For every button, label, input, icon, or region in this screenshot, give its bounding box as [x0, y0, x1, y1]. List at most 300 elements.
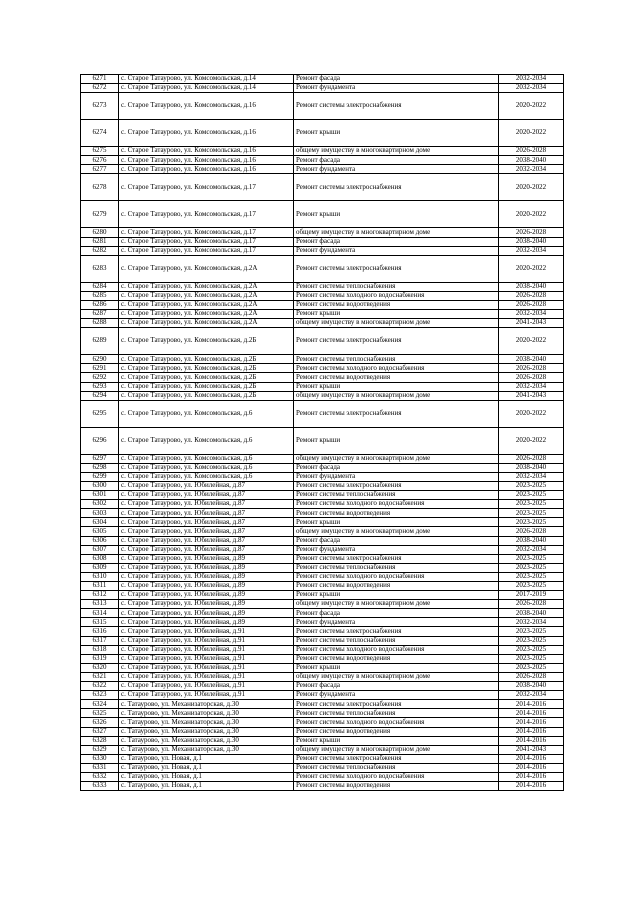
period-cell: 2038-2040 — [499, 355, 564, 364]
work-type-cell: Ремонт системы электроснабжения — [294, 400, 499, 427]
work-type-cell: Ремонт фундамента — [294, 246, 499, 255]
work-type-cell: Ремонт крыши — [294, 736, 499, 745]
period-cell: 2017-2019 — [499, 591, 564, 600]
period-cell: 2041-2043 — [499, 391, 564, 400]
period-cell: 2023-2025 — [499, 572, 564, 581]
period-cell: 2038-2040 — [499, 682, 564, 691]
row-number-cell: 6297 — [81, 454, 119, 463]
address-cell: с. Старое Татаурово, ул. Юбилейная, д.87 — [119, 536, 294, 545]
address-cell: с. Старое Татаурово, ул. Комсомольская, д.16 — [119, 156, 294, 165]
table-row — [81, 563, 564, 572]
work-type-cell: Ремонт фундамента — [294, 545, 499, 554]
address-cell: с. Старое Татаурово, ул. Комсомольская, д.16 — [119, 120, 294, 147]
period-cell: 2038-2040 — [499, 282, 564, 291]
address-cell: с. Старое Татаурово, ул. Юбилейная, д.89 — [119, 563, 294, 572]
address-cell: с. Старое Татаурово, ул. Юбилейная, д.91 — [119, 672, 294, 681]
period-cell: 2038-2040 — [499, 156, 564, 165]
table-row — [81, 700, 564, 709]
address-cell: с. Старое Татаурово, ул. Юбилейная, д.91 — [119, 691, 294, 700]
table-row — [81, 427, 564, 454]
period-cell: 2020-2022 — [499, 328, 564, 355]
table-row — [81, 400, 564, 427]
address-cell: с. Татаурово, ул. Новая, д.1 — [119, 782, 294, 791]
period-cell: 2032-2034 — [499, 165, 564, 174]
period-cell: 2014-2016 — [499, 709, 564, 718]
period-cell: 2032-2034 — [499, 618, 564, 627]
period-cell: 2026-2028 — [499, 364, 564, 373]
work-type-cell: Ремонт системы электроснабжения — [294, 255, 499, 282]
work-type-cell: Ремонт фасада — [294, 463, 499, 472]
table-row — [81, 472, 564, 481]
address-cell: с. Татаурово, ул. Новая, д.1 — [119, 772, 294, 781]
row-number-cell: 6274 — [81, 120, 119, 147]
table-row — [81, 237, 564, 246]
work-type-cell: Ремонт системы водоотведения — [294, 782, 499, 791]
table-row — [81, 527, 564, 536]
row-number-cell: 6289 — [81, 328, 119, 355]
address-cell: с. Старое Татаурово, ул. Юбилейная, д.89 — [119, 572, 294, 581]
period-cell: 2023-2025 — [499, 481, 564, 490]
row-number-cell: 6311 — [81, 582, 119, 591]
work-type-cell: Ремонт системы водоотведения — [294, 582, 499, 591]
table-row — [81, 682, 564, 691]
period-cell: 2014-2016 — [499, 700, 564, 709]
work-type-cell: Ремонт системы электроснабжения — [294, 174, 499, 201]
work-type-cell: Ремонт системы теплоснабжения — [294, 709, 499, 718]
address-cell: с. Старое Татаурово, ул. Комсомольская, д.2Б — [119, 364, 294, 373]
row-number-cell: 6283 — [81, 255, 119, 282]
work-type-cell: Ремонт системы водоотведения — [294, 373, 499, 382]
work-type-cell: Ремонт фасада — [294, 156, 499, 165]
work-type-cell: Ремонт фундамента — [294, 165, 499, 174]
period-cell: 2014-2016 — [499, 772, 564, 781]
period-cell: 2032-2034 — [499, 75, 564, 84]
row-number-cell: 6284 — [81, 282, 119, 291]
period-cell: 2032-2034 — [499, 382, 564, 391]
work-type-cell: Ремонт системы холодного водоснабжения — [294, 572, 499, 581]
row-number-cell: 6295 — [81, 400, 119, 427]
row-number-cell: 6315 — [81, 618, 119, 627]
address-cell: с. Старое Татаурово, ул. Юбилейная, д.87 — [119, 491, 294, 500]
table-row — [81, 772, 564, 781]
row-number-cell: 6324 — [81, 700, 119, 709]
table-row — [81, 672, 564, 681]
period-cell: 2023-2025 — [499, 491, 564, 500]
table-row — [81, 745, 564, 754]
address-cell: с. Старое Татаурово, ул. Комсомольская, д.2Б — [119, 328, 294, 355]
work-type-cell: Ремонт системы теплоснабжения — [294, 563, 499, 572]
row-number-cell: 6331 — [81, 763, 119, 772]
table-row — [81, 282, 564, 291]
address-cell: с. Старое Татаурово, ул. Юбилейная, д.89 — [119, 582, 294, 591]
work-type-cell: Ремонт системы теплоснабжения — [294, 763, 499, 772]
row-number-cell: 6290 — [81, 355, 119, 364]
table-row — [81, 382, 564, 391]
work-type-cell: Ремонт системы водоотведения — [294, 509, 499, 518]
period-cell: 2023-2025 — [499, 627, 564, 636]
address-cell: с. Старое Татаурово, ул. Юбилейная, д.89 — [119, 591, 294, 600]
period-cell: 2023-2025 — [499, 582, 564, 591]
row-number-cell: 6282 — [81, 246, 119, 255]
row-number-cell: 6281 — [81, 237, 119, 246]
table-row — [81, 609, 564, 618]
table-row — [81, 754, 564, 763]
table-row — [81, 554, 564, 563]
work-type-cell: Ремонт системы холодного водоснабжения — [294, 364, 499, 373]
period-cell: 2038-2040 — [499, 609, 564, 618]
period-cell: 2014-2016 — [499, 718, 564, 727]
row-number-cell: 6309 — [81, 563, 119, 572]
row-number-cell: 6299 — [81, 472, 119, 481]
address-cell: с. Старое Татаурово, ул. Комсомольская, д.14 — [119, 75, 294, 84]
period-cell: 2014-2016 — [499, 782, 564, 791]
period-cell: 2023-2025 — [499, 645, 564, 654]
address-cell: с. Старое Татаурово, ул. Комсомольская, д.2А — [119, 291, 294, 300]
work-type-cell: общему имуществу в многоквартирном доме — [294, 672, 499, 681]
work-type-cell: общему имуществу в многоквартирном доме — [294, 745, 499, 754]
row-number-cell: 6319 — [81, 654, 119, 663]
row-number-cell: 6329 — [81, 745, 119, 754]
address-cell: с. Старое Татаурово, ул. Комсомольская, д.17 — [119, 246, 294, 255]
work-type-cell: Ремонт системы теплоснабжения — [294, 282, 499, 291]
work-type-cell: Ремонт системы электроснабжения — [294, 554, 499, 563]
row-number-cell: 6327 — [81, 727, 119, 736]
work-type-cell: Ремонт системы электроснабжения — [294, 754, 499, 763]
row-number-cell: 6328 — [81, 736, 119, 745]
address-cell: с. Татаурово, ул. Механизаторская, д.30 — [119, 745, 294, 754]
table-row — [81, 156, 564, 165]
table-row — [81, 201, 564, 228]
work-type-cell: Ремонт системы электроснабжения — [294, 700, 499, 709]
work-type-cell: Ремонт системы холодного водоснабжения — [294, 291, 499, 300]
table-row — [81, 645, 564, 654]
work-type-cell: Ремонт системы холодного водоснабжения — [294, 500, 499, 509]
period-cell: 2026-2028 — [499, 300, 564, 309]
period-cell: 2023-2025 — [499, 500, 564, 509]
work-type-cell: Ремонт фундамента — [294, 84, 499, 93]
period-cell: 2038-2040 — [499, 237, 564, 246]
period-cell: 2026-2028 — [499, 373, 564, 382]
work-type-cell: Ремонт крыши — [294, 591, 499, 600]
period-cell: 2023-2025 — [499, 518, 564, 527]
table-row — [81, 618, 564, 627]
row-number-cell: 6293 — [81, 382, 119, 391]
period-cell: 2026-2028 — [499, 147, 564, 156]
address-cell: с. Старое Татаурово, ул. Комсомольская, д.6 — [119, 454, 294, 463]
row-number-cell: 6286 — [81, 300, 119, 309]
row-number-cell: 6285 — [81, 291, 119, 300]
work-type-cell: Ремонт фундамента — [294, 618, 499, 627]
table-row — [81, 147, 564, 156]
address-cell: с. Старое Татаурово, ул. Комсомольская, д.16 — [119, 165, 294, 174]
period-cell: 2026-2028 — [499, 454, 564, 463]
table-row — [81, 736, 564, 745]
row-number-cell: 6326 — [81, 718, 119, 727]
address-cell: с. Старое Татаурово, ул. Комсомольская, д.2А — [119, 282, 294, 291]
address-cell: с. Татаурово, ул. Новая, д.1 — [119, 763, 294, 772]
address-cell: с. Старое Татаурово, ул. Комсомольская, д.2А — [119, 319, 294, 328]
table-row — [81, 627, 564, 636]
address-cell: с. Старое Татаурово, ул. Комсомольская, д.17 — [119, 174, 294, 201]
row-number-cell: 6272 — [81, 84, 119, 93]
address-cell: с. Старое Татаурово, ул. Комсомольская, д.16 — [119, 93, 294, 120]
period-cell: 2023-2025 — [499, 654, 564, 663]
row-number-cell: 6305 — [81, 527, 119, 536]
row-number-cell: 6298 — [81, 463, 119, 472]
address-cell: с. Старое Татаурово, ул. Юбилейная, д.89 — [119, 609, 294, 618]
row-number-cell: 6294 — [81, 391, 119, 400]
period-cell: 2020-2022 — [499, 93, 564, 120]
table-row — [81, 500, 564, 509]
document-page — [80, 74, 563, 791]
table-row — [81, 600, 564, 609]
row-number-cell: 6317 — [81, 636, 119, 645]
work-type-cell: Ремонт системы электроснабжения — [294, 627, 499, 636]
row-number-cell: 6322 — [81, 682, 119, 691]
row-number-cell: 6321 — [81, 672, 119, 681]
row-number-cell: 6332 — [81, 772, 119, 781]
table-row — [81, 319, 564, 328]
period-cell: 2023-2025 — [499, 509, 564, 518]
work-type-cell: Ремонт фасада — [294, 237, 499, 246]
table-row — [81, 481, 564, 490]
work-type-cell: Ремонт фасада — [294, 75, 499, 84]
period-cell: 2038-2040 — [499, 536, 564, 545]
address-cell: с. Старое Татаурово, ул. Юбилейная, д.87 — [119, 481, 294, 490]
row-number-cell: 6314 — [81, 609, 119, 618]
address-cell: с. Старое Татаурово, ул. Юбилейная, д.87 — [119, 518, 294, 527]
row-number-cell: 6291 — [81, 364, 119, 373]
address-cell: с. Старое Татаурово, ул. Комсомольская, д.2А — [119, 255, 294, 282]
work-type-cell: Ремонт системы водоотведения — [294, 654, 499, 663]
work-type-cell: Ремонт системы электроснабжения — [294, 93, 499, 120]
period-cell: 2032-2034 — [499, 691, 564, 700]
period-cell: 2032-2034 — [499, 84, 564, 93]
period-cell: 2023-2025 — [499, 563, 564, 572]
address-cell: с. Старое Татаурово, ул. Юбилейная, д.87 — [119, 509, 294, 518]
table-row — [81, 463, 564, 472]
period-cell: 2020-2022 — [499, 427, 564, 454]
period-cell: 2026-2028 — [499, 600, 564, 609]
table-row — [81, 373, 564, 382]
period-cell: 2026-2028 — [499, 527, 564, 536]
table-row — [81, 165, 564, 174]
work-type-cell: Ремонт системы холодного водоснабжения — [294, 772, 499, 781]
work-type-cell: Ремонт системы холодного водоснабжения — [294, 718, 499, 727]
row-number-cell: 6273 — [81, 93, 119, 120]
address-cell: с. Старое Татаурово, ул. Комсомольская, д.17 — [119, 228, 294, 237]
row-number-cell: 6271 — [81, 75, 119, 84]
table-row — [81, 246, 564, 255]
table-row — [81, 518, 564, 527]
address-cell: с. Старое Татаурово, ул. Юбилейная, д.87 — [119, 545, 294, 554]
period-cell: 2032-2034 — [499, 472, 564, 481]
period-cell: 2014-2016 — [499, 754, 564, 763]
row-number-cell: 6296 — [81, 427, 119, 454]
period-cell: 2014-2016 — [499, 736, 564, 745]
table-row — [81, 120, 564, 147]
address-cell: с. Старое Татаурово, ул. Комсомольская, д.6 — [119, 400, 294, 427]
table-row — [81, 782, 564, 791]
period-cell: 2023-2025 — [499, 554, 564, 563]
table-row — [81, 572, 564, 581]
row-number-cell: 6325 — [81, 709, 119, 718]
work-type-cell: общему имуществу в многоквартирном доме — [294, 600, 499, 609]
period-cell: 2020-2022 — [499, 120, 564, 147]
row-number-cell: 6304 — [81, 518, 119, 527]
address-cell: с. Старое Татаурово, ул. Комсомольская, д.17 — [119, 201, 294, 228]
table-row — [81, 300, 564, 309]
row-number-cell: 6316 — [81, 627, 119, 636]
period-cell: 2014-2016 — [499, 727, 564, 736]
table-row — [81, 491, 564, 500]
table-row — [81, 291, 564, 300]
work-type-cell: общему имуществу в многоквартирном доме — [294, 228, 499, 237]
table-row — [81, 75, 564, 84]
row-number-cell: 6279 — [81, 201, 119, 228]
work-type-cell: Ремонт крыши — [294, 427, 499, 454]
row-number-cell: 6275 — [81, 147, 119, 156]
work-type-cell: Ремонт фасада — [294, 609, 499, 618]
row-number-cell: 6288 — [81, 319, 119, 328]
period-cell: 2032-2034 — [499, 246, 564, 255]
table-row — [81, 763, 564, 772]
address-cell: с. Старое Татаурово, ул. Комсомольская, д.6 — [119, 463, 294, 472]
address-cell: с. Старое Татаурово, ул. Комсомольская, д.14 — [119, 84, 294, 93]
address-cell: с. Татаурово, ул. Механизаторская, д.30 — [119, 727, 294, 736]
period-cell: 2032-2034 — [499, 545, 564, 554]
row-number-cell: 6306 — [81, 536, 119, 545]
address-cell: с. Старое Татаурово, ул. Юбилейная, д.87 — [119, 527, 294, 536]
table-row — [81, 663, 564, 672]
address-cell: с. Старое Татаурово, ул. Комсомольская, д.2Б — [119, 391, 294, 400]
address-cell: с. Старое Татаурово, ул. Юбилейная, д.91 — [119, 682, 294, 691]
address-cell: с. Татаурово, ул. Механизаторская, д.30 — [119, 709, 294, 718]
period-cell: 2023-2025 — [499, 663, 564, 672]
address-cell: с. Татаурово, ул. Механизаторская, д.30 — [119, 736, 294, 745]
work-type-cell: Ремонт фундамента — [294, 472, 499, 481]
row-number-cell: 6278 — [81, 174, 119, 201]
row-number-cell: 6310 — [81, 572, 119, 581]
row-number-cell: 6292 — [81, 373, 119, 382]
table-row — [81, 727, 564, 736]
table-row — [81, 174, 564, 201]
address-cell: с. Старое Татаурово, ул. Комсомольская, д.6 — [119, 472, 294, 481]
work-type-cell: Ремонт системы водоотведения — [294, 300, 499, 309]
table-body — [81, 75, 564, 791]
period-cell: 2014-2016 — [499, 763, 564, 772]
address-cell: с. Старое Татаурово, ул. Юбилейная, д.87 — [119, 500, 294, 509]
row-number-cell: 6313 — [81, 600, 119, 609]
table-row — [81, 654, 564, 663]
row-number-cell: 6302 — [81, 500, 119, 509]
work-type-cell: Ремонт крыши — [294, 382, 499, 391]
address-cell: с. Старое Татаурово, ул. Юбилейная, д.89 — [119, 600, 294, 609]
period-cell: 2041-2043 — [499, 319, 564, 328]
table-row — [81, 718, 564, 727]
table-row — [81, 582, 564, 591]
address-cell: с. Старое Татаурово, ул. Юбилейная, д.89 — [119, 618, 294, 627]
row-number-cell: 6307 — [81, 545, 119, 554]
period-cell: 2023-2025 — [499, 636, 564, 645]
period-cell: 2026-2028 — [499, 228, 564, 237]
period-cell: 2026-2028 — [499, 291, 564, 300]
work-type-cell: Ремонт системы водоотведения — [294, 727, 499, 736]
table-row — [81, 454, 564, 463]
table-row — [81, 545, 564, 554]
work-type-cell: Ремонт крыши — [294, 310, 499, 319]
row-number-cell: 6323 — [81, 691, 119, 700]
address-cell: с. Старое Татаурово, ул. Юбилейная, д.91 — [119, 663, 294, 672]
work-type-cell: Ремонт системы теплоснабжения — [294, 491, 499, 500]
work-type-cell: Ремонт крыши — [294, 663, 499, 672]
work-type-cell: общему имуществу в многоквартирном доме — [294, 319, 499, 328]
table-row — [81, 228, 564, 237]
row-number-cell: 6312 — [81, 591, 119, 600]
work-type-cell: общему имуществу в многоквартирном доме — [294, 391, 499, 400]
address-cell: с. Старое Татаурово, ул. Юбилейная, д.91 — [119, 645, 294, 654]
table-row — [81, 93, 564, 120]
period-cell: 2038-2040 — [499, 463, 564, 472]
row-number-cell: 6301 — [81, 491, 119, 500]
table-row — [81, 691, 564, 700]
address-cell: с. Старое Татаурово, ул. Юбилейная, д.89 — [119, 554, 294, 563]
work-type-cell: Ремонт фасада — [294, 682, 499, 691]
work-type-cell: Ремонт системы холодного водоснабжения — [294, 645, 499, 654]
row-number-cell: 6320 — [81, 663, 119, 672]
table-row — [81, 364, 564, 373]
row-number-cell: 6303 — [81, 509, 119, 518]
table-row — [81, 328, 564, 355]
row-number-cell: 6277 — [81, 165, 119, 174]
table-row — [81, 355, 564, 364]
table-row — [81, 84, 564, 93]
table-row — [81, 536, 564, 545]
address-cell: с. Старое Татаурово, ул. Юбилейная, д.91 — [119, 654, 294, 663]
table-row — [81, 591, 564, 600]
row-number-cell: 6333 — [81, 782, 119, 791]
address-cell: с. Старое Татаурово, ул. Комсомольская, д.2А — [119, 300, 294, 309]
row-number-cell: 6287 — [81, 310, 119, 319]
address-cell: с. Старое Татаурово, ул. Комсомольская, д.2А — [119, 310, 294, 319]
address-cell: с. Старое Татаурово, ул. Комсомольская, д.16 — [119, 147, 294, 156]
work-type-cell: Ремонт фундамента — [294, 691, 499, 700]
address-cell: с. Старое Татаурово, ул. Комсомольская, д.2Б — [119, 382, 294, 391]
address-cell: с. Татаурово, ул. Новая, д.1 — [119, 754, 294, 763]
period-cell: 2041-2043 — [499, 745, 564, 754]
period-cell: 2020-2022 — [499, 255, 564, 282]
period-cell: 2032-2034 — [499, 310, 564, 319]
work-type-cell: Ремонт системы электроснабжения — [294, 328, 499, 355]
work-type-cell: общему имуществу в многоквартирном доме — [294, 147, 499, 156]
work-type-cell: Ремонт крыши — [294, 201, 499, 228]
period-cell: 2026-2028 — [499, 672, 564, 681]
work-type-cell: общему имуществу в многоквартирном доме — [294, 454, 499, 463]
work-type-cell: общему имуществу в многоквартирном доме — [294, 527, 499, 536]
period-cell: 2020-2022 — [499, 201, 564, 228]
row-number-cell: 6280 — [81, 228, 119, 237]
table-row — [81, 509, 564, 518]
address-cell: с. Татаурово, ул. Механизаторская, д.30 — [119, 700, 294, 709]
address-cell: с. Старое Татаурово, ул. Комсомольская, д.2Б — [119, 355, 294, 364]
row-number-cell: 6318 — [81, 645, 119, 654]
row-number-cell: 6300 — [81, 481, 119, 490]
table-row — [81, 709, 564, 718]
work-type-cell: Ремонт крыши — [294, 120, 499, 147]
address-cell: с. Старое Татаурово, ул. Юбилейная, д.91 — [119, 627, 294, 636]
address-cell: с. Татаурово, ул. Механизаторская, д.30 — [119, 718, 294, 727]
row-number-cell: 6308 — [81, 554, 119, 563]
